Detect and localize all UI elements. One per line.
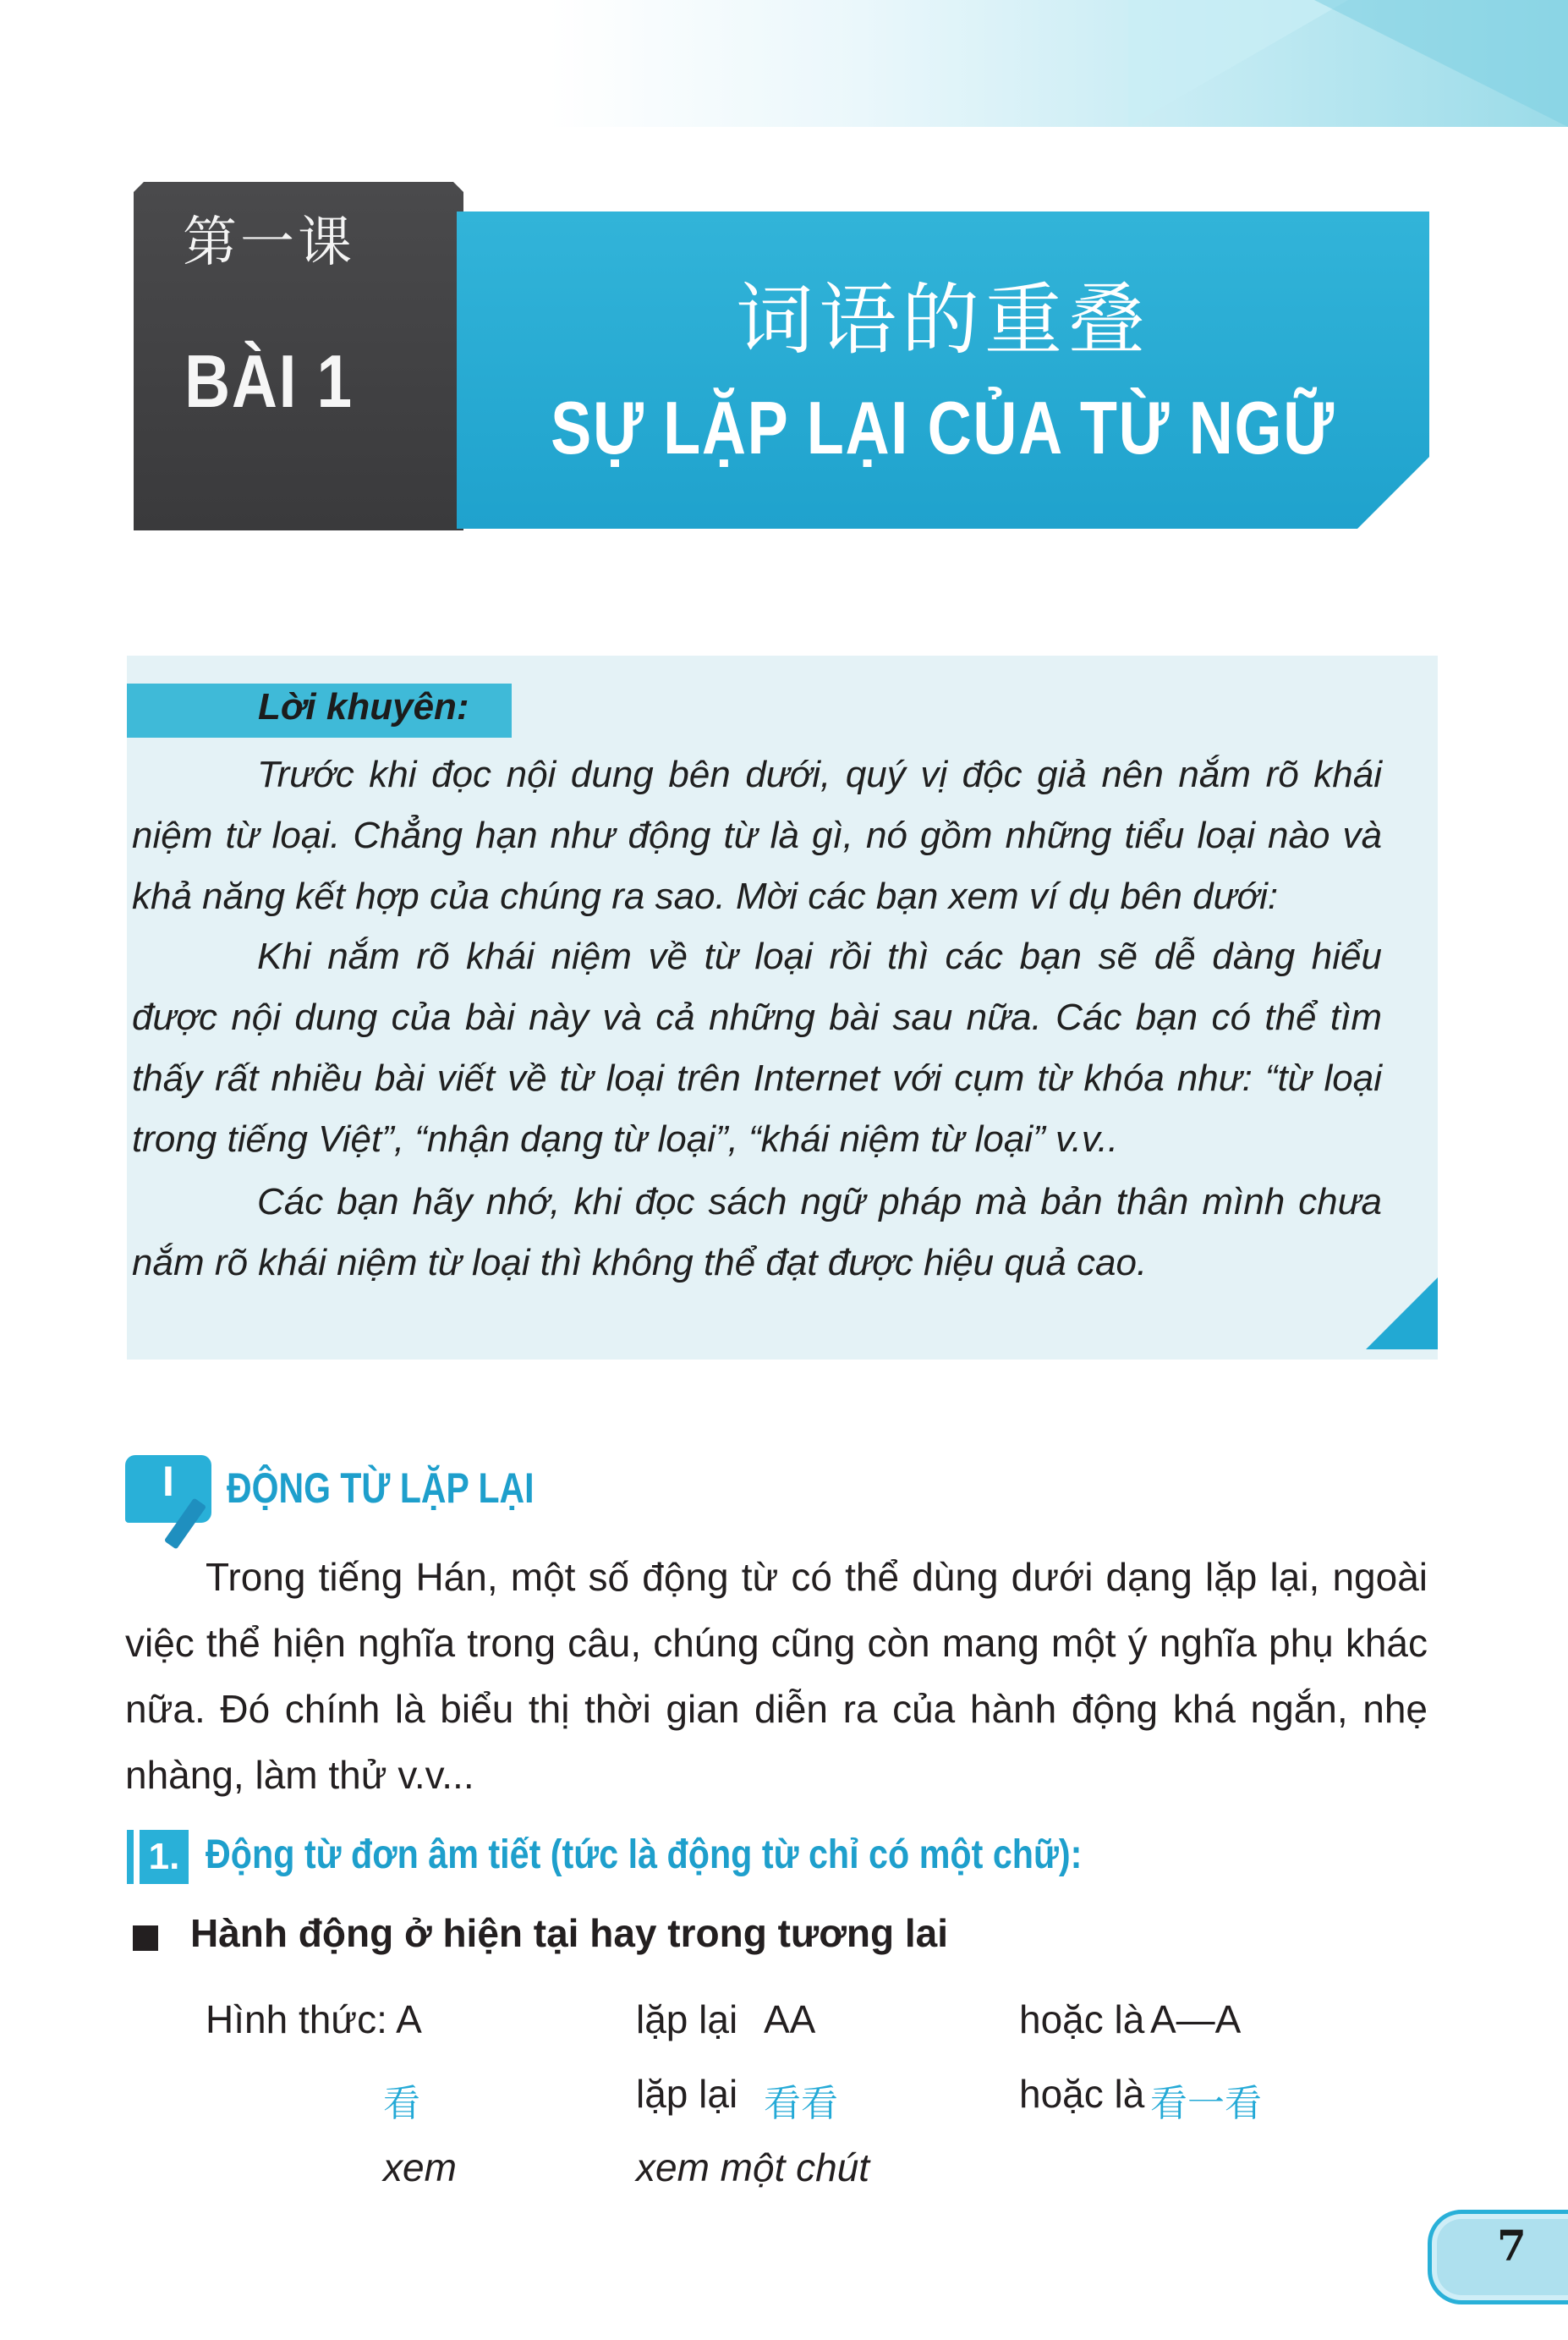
example-repeat: 看看 <box>764 2082 838 2125</box>
advice-paragraph-2: Khi nắm rõ khái niệm về từ loại rồi thì các bạn sẽ dễ dàng hiểu được nội dung của bài này và cả những bài sau nữa. Các bạn có thể tìm thấy rất nhiều bài viết về từ loại trên Internet với cụm từ khóa như: “từ loại trong tiếng Việt”, “nhận dạng từ loại”, “khái niệm từ loại” v.v.. <box>132 936 1382 1160</box>
subsection-number: 1. <box>140 1830 189 1884</box>
example-repeat-meaning: xem một chút <box>636 2145 870 2189</box>
corner-triangle-icon <box>1366 1277 1438 1349</box>
section-title: ĐỘNG TỪ LẶP LẠI <box>227 1464 535 1512</box>
square-bullet-icon <box>133 1925 158 1951</box>
example-meaning: xem <box>383 2145 457 2189</box>
example-alt: 看一看 <box>1150 2082 1262 2125</box>
advice-label: Lời khuyên: <box>258 686 469 728</box>
form-label: Hình thức: A <box>206 1997 422 2041</box>
lesson-number-vietnamese: BÀI 1 <box>184 339 354 423</box>
page-number: 7 <box>1497 2221 1527 2271</box>
example-verb: 看 <box>383 2082 420 2125</box>
repeat-form: AA <box>764 1997 816 2041</box>
repeat-label: lặp lại <box>636 1997 738 2041</box>
bullet-heading: Hành động ở hiện tại hay trong tương lai <box>190 1911 949 1955</box>
alt-form: A—A <box>1150 1997 1242 2041</box>
or-label: hoặc là <box>1019 1997 1145 2041</box>
advice-paragraph-1: Trước khi đọc nội dung bên dưới, quý vị độc giả nên nắm rõ khái niệm từ loại. Chẳng hạn như động từ là gì, nó gồm những tiểu loại nào và khả năng kết hợp của chúng ra sao. Mời các bạn xem ví dụ bên dưới: <box>132 754 1382 917</box>
repeat-label-2: lặp lại <box>636 2072 738 2116</box>
top-decoration <box>0 0 1568 127</box>
advice-paragraph-3: Các bạn hãy nhớ, khi đọc sách ngữ pháp mà bản thân mình chưa nắm rõ khái niệm từ loại thì không thể đạt được hiệu quả cao. <box>132 1181 1382 1283</box>
lesson-title-chinese: 词语的重叠 <box>735 275 1150 365</box>
subsection-bar <box>127 1830 134 1884</box>
section-number: I <box>162 1458 174 1505</box>
lesson-number-chinese: 第一课 <box>183 211 355 274</box>
section-body: Trong tiếng Hán, một số động từ có thể dùng dưới dạng lặp lại, ngoài việc thể hiện nghĩa trong câu, chúng cũng còn mang một ý nghĩa phụ khác nữa. Đó chính là biểu thị thời gian diễn ra của hành động khá ngắn, nhẹ nhàng, làm thử v.v... <box>125 1555 1428 1797</box>
lesson-title-vietnamese: SỰ LẶP LẠI CỦA TỪ NGỮ <box>551 386 1335 470</box>
or-label-2: hoặc là <box>1019 2072 1145 2116</box>
subsection-title: Động từ đơn âm tiết (tức là động từ chỉ có một chữ): <box>206 1832 1083 1877</box>
